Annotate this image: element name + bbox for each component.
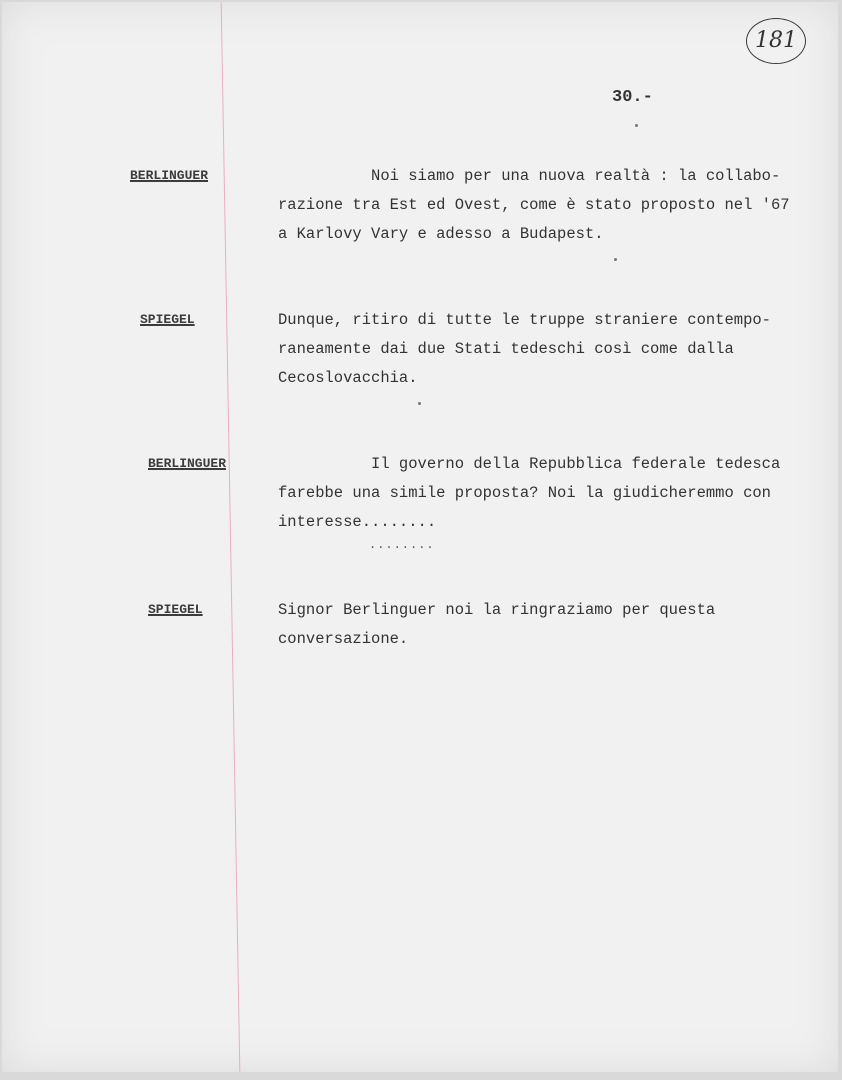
speech-line: Noi siamo per una nuova realtà : la collabo- <box>278 167 781 185</box>
page-number: 30.- <box>612 88 653 107</box>
archive-number-stamp: 181 <box>746 18 806 64</box>
speech-line: a Karlovy Vary e adesso a Budapest. <box>278 225 604 243</box>
speech-line: Signor Berlinguer noi la ringraziamo per questa <box>278 601 716 619</box>
speech-block <box>278 596 838 654</box>
margin-rule <box>221 2 241 1072</box>
speaker-label: BERLINGUER <box>148 456 227 471</box>
separator-dots: ........ <box>369 538 435 552</box>
speaker-label: SPIEGEL <box>148 602 203 617</box>
speaker-label: BERLINGUER <box>130 168 209 183</box>
document-page <box>2 2 838 1072</box>
speaker-label: SPIEGEL <box>140 312 195 327</box>
speech-line: interesse........ <box>278 513 437 531</box>
ink-speck <box>635 124 638 127</box>
speech-line: Il governo della Repubblica federale tedesca <box>278 455 781 473</box>
speech-block <box>278 162 838 249</box>
speech-line: raneamente dai due Stati tedeschi così come dalla <box>278 340 734 358</box>
speech-block <box>278 306 838 393</box>
speech-line: conversazione. <box>278 630 409 648</box>
speech-line: Dunque, ritiro di tutte le truppe straniere contempo- <box>278 311 771 329</box>
ink-speck <box>418 402 421 405</box>
speech-block <box>278 450 838 537</box>
speech-line: razione tra Est ed Ovest, come è stato proposto nel '67 <box>278 196 790 214</box>
speech-line: farebbe una simile proposta? Noi la giudicheremmo con <box>278 484 771 502</box>
ink-speck <box>614 258 617 261</box>
speech-line: Cecoslovacchia. <box>278 369 418 387</box>
